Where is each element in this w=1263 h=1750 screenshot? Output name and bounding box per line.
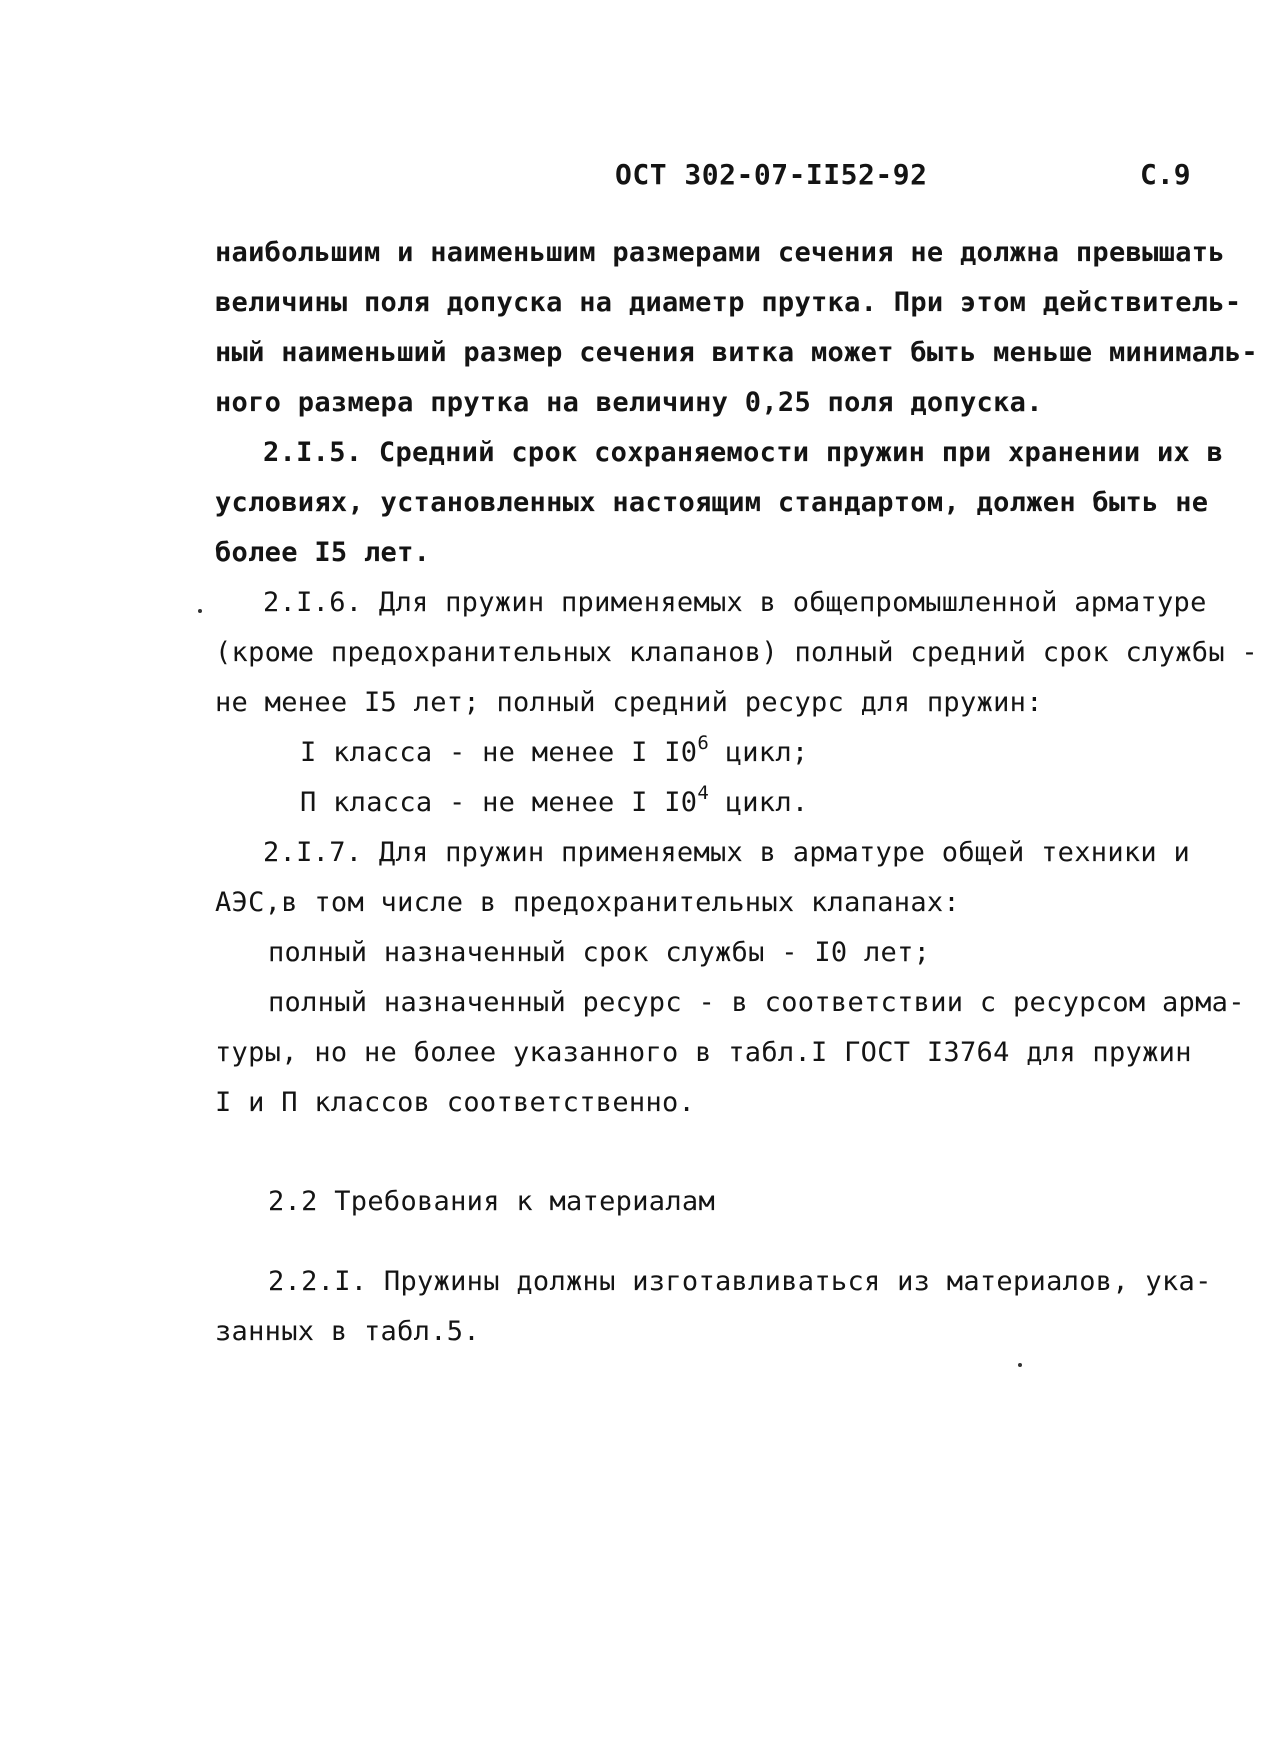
class-1-text: I класса - не менее I I0 [300,737,698,768]
paragraph-line: I и П классов соответственно. [215,1087,696,1118]
page-number: С.9 [1140,158,1191,191]
section-title: 2.2 Требования к материалам [268,1186,715,1217]
paragraph-line: полный назначенный срок службы - I0 лет; [268,937,931,968]
paragraph-line: величины поля допуска на диаметр прутка. При этом действитель- [215,287,1242,318]
clause-2-2-1: 2.2.I. Пружины должны изготавливаться из материалов, ука- [268,1266,1212,1297]
class-1-exponent: 6 [697,732,710,754]
paragraph-line: условиях, установленных настоящим стандартом, должен быть не [215,487,1209,518]
paragraph-line: (кроме предохранительных клапанов) полный средний срок службы - [215,637,1258,668]
paragraph-line: полный назначенный ресурс - в соответствии с ресурсом арма- [268,987,1245,1018]
document-number: ОСТ 302-07-II52-92 [615,158,928,191]
scan-speck [198,609,202,613]
class-1-tail: цикл; [709,737,809,768]
paragraph-line: наибольшим и наименьшим размерами сечения не должна превышать [215,237,1225,268]
class-2-text: П класса - не менее I I0 [300,787,698,818]
paragraph-line: туры, но не более указанного в табл.I ГОСТ I3764 для пружин [215,1037,1192,1068]
class-2-tail: цикл. [709,787,809,818]
paragraph-line: ного размера прутка на величину 0,25 поля допуска. [215,387,1043,418]
class-2-exponent: 4 [697,782,710,804]
class-2-resource [300,782,809,820]
clause-2-1-6: 2.I.6. Для пружин применяемых в общепромышленной арматуре [263,587,1207,618]
clause-2-1-5: 2.I.5. Средний срок сохраняемости пружин при хранении их в [263,437,1224,468]
paragraph-line: ный наименьший размер сечения витка может быть меньше минималь- [215,337,1258,368]
clause-2-1-7: 2.I.7. Для пружин применяемых в арматуре общей техники и [263,837,1191,868]
paragraph-line: занных в табл.5. [215,1316,480,1347]
paragraph-line: АЭС,в том числе в предохранительных клапанах: [215,887,960,918]
paragraph-line: не менее I5 лет; полный средний ресурс для пружин: [215,687,1043,718]
paragraph-line: более I5 лет. [215,537,431,568]
class-1-resource [300,732,809,770]
scan-speck [1018,1363,1022,1367]
